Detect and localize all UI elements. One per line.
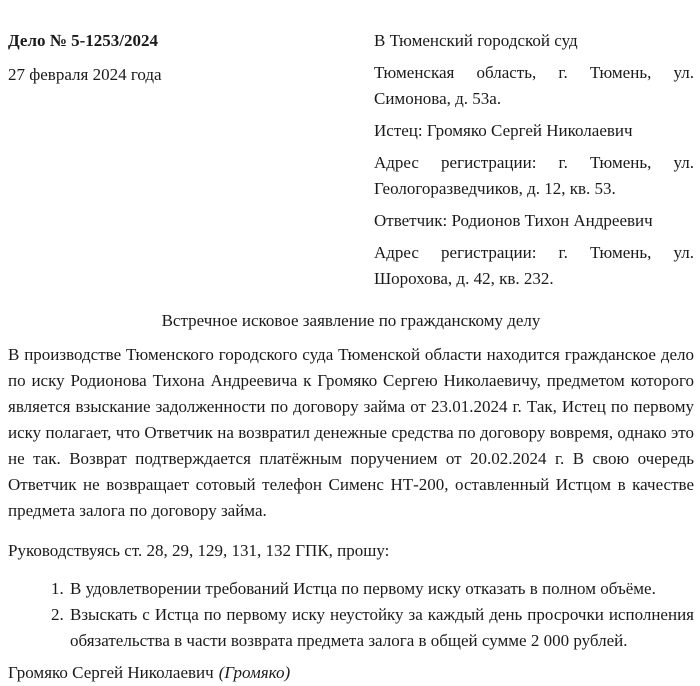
court-name: В Тюменский городской суд [374, 31, 578, 50]
body-paragraph: В производстве Тюменского городского суда Тюменской области находится гражданское дело по иску Родионова Тихона Андреевича к Громяко Сергею Николаевичу, предметом которого является взыскание задолженности по договору займа от 23.01.2024 г. Так, Истец по первому иску полагает, что Ответчик на возвратил денежные средства по договору вовремя, однако это не так. Возврат подтверждается платёжным поручением от 20.02.2024 г. В свою очередь Ответчик не возвращает сотовый телефон Сименс НТ-200, оставленный Истцом в качестве предмета залога по договору займа. [8, 345, 694, 520]
demands-list [8, 576, 694, 654]
document-date: 27 февраля 2024 года [8, 65, 162, 84]
demand-item: 2. Взыскать с Истца по первому иску неустойку за каждый день просрочки исполнения обязательства в части возврата предмета залога в общей сумме 2 000 рублей. [68, 602, 694, 654]
plea-intro: Руководствуясь ст. 28, 29, 129, 131, 132 ГПК, прошу: [8, 541, 390, 560]
defendant-address: Адрес регистрации: г. Тюмень, ул. Шорохова, д. 42, кв. 232. [374, 243, 694, 288]
document-title: Встречное исковое заявление по гражданскому делу [161, 311, 541, 330]
plaintiff-address: Адрес регистрации: г. Тюмень, ул. Геологоразведчиков, д. 12, кв. 53. [374, 153, 694, 198]
case-number: Дело № 5-1253/2024 [8, 31, 158, 50]
demand-item: 1. В удовлетворении требований Истца по первому иску отказать в полном объёме. [68, 576, 694, 602]
header-left-column [8, 28, 358, 298]
plaintiff-name: Истец: Громяко Сергей Николаевич [374, 121, 633, 140]
document-header [8, 28, 694, 298]
defendant-name: Ответчик: Родионов Тихон Андреевич [374, 211, 653, 230]
signature-line [8, 660, 694, 686]
court-address: Тюменская область, г. Тюмень, ул. Симонова, д. 53а. [374, 63, 694, 108]
signature-handwritten: (Громяко) [218, 663, 291, 682]
header-right-column [374, 28, 694, 298]
signature-name: Громяко Сергей Николаевич [8, 663, 214, 682]
